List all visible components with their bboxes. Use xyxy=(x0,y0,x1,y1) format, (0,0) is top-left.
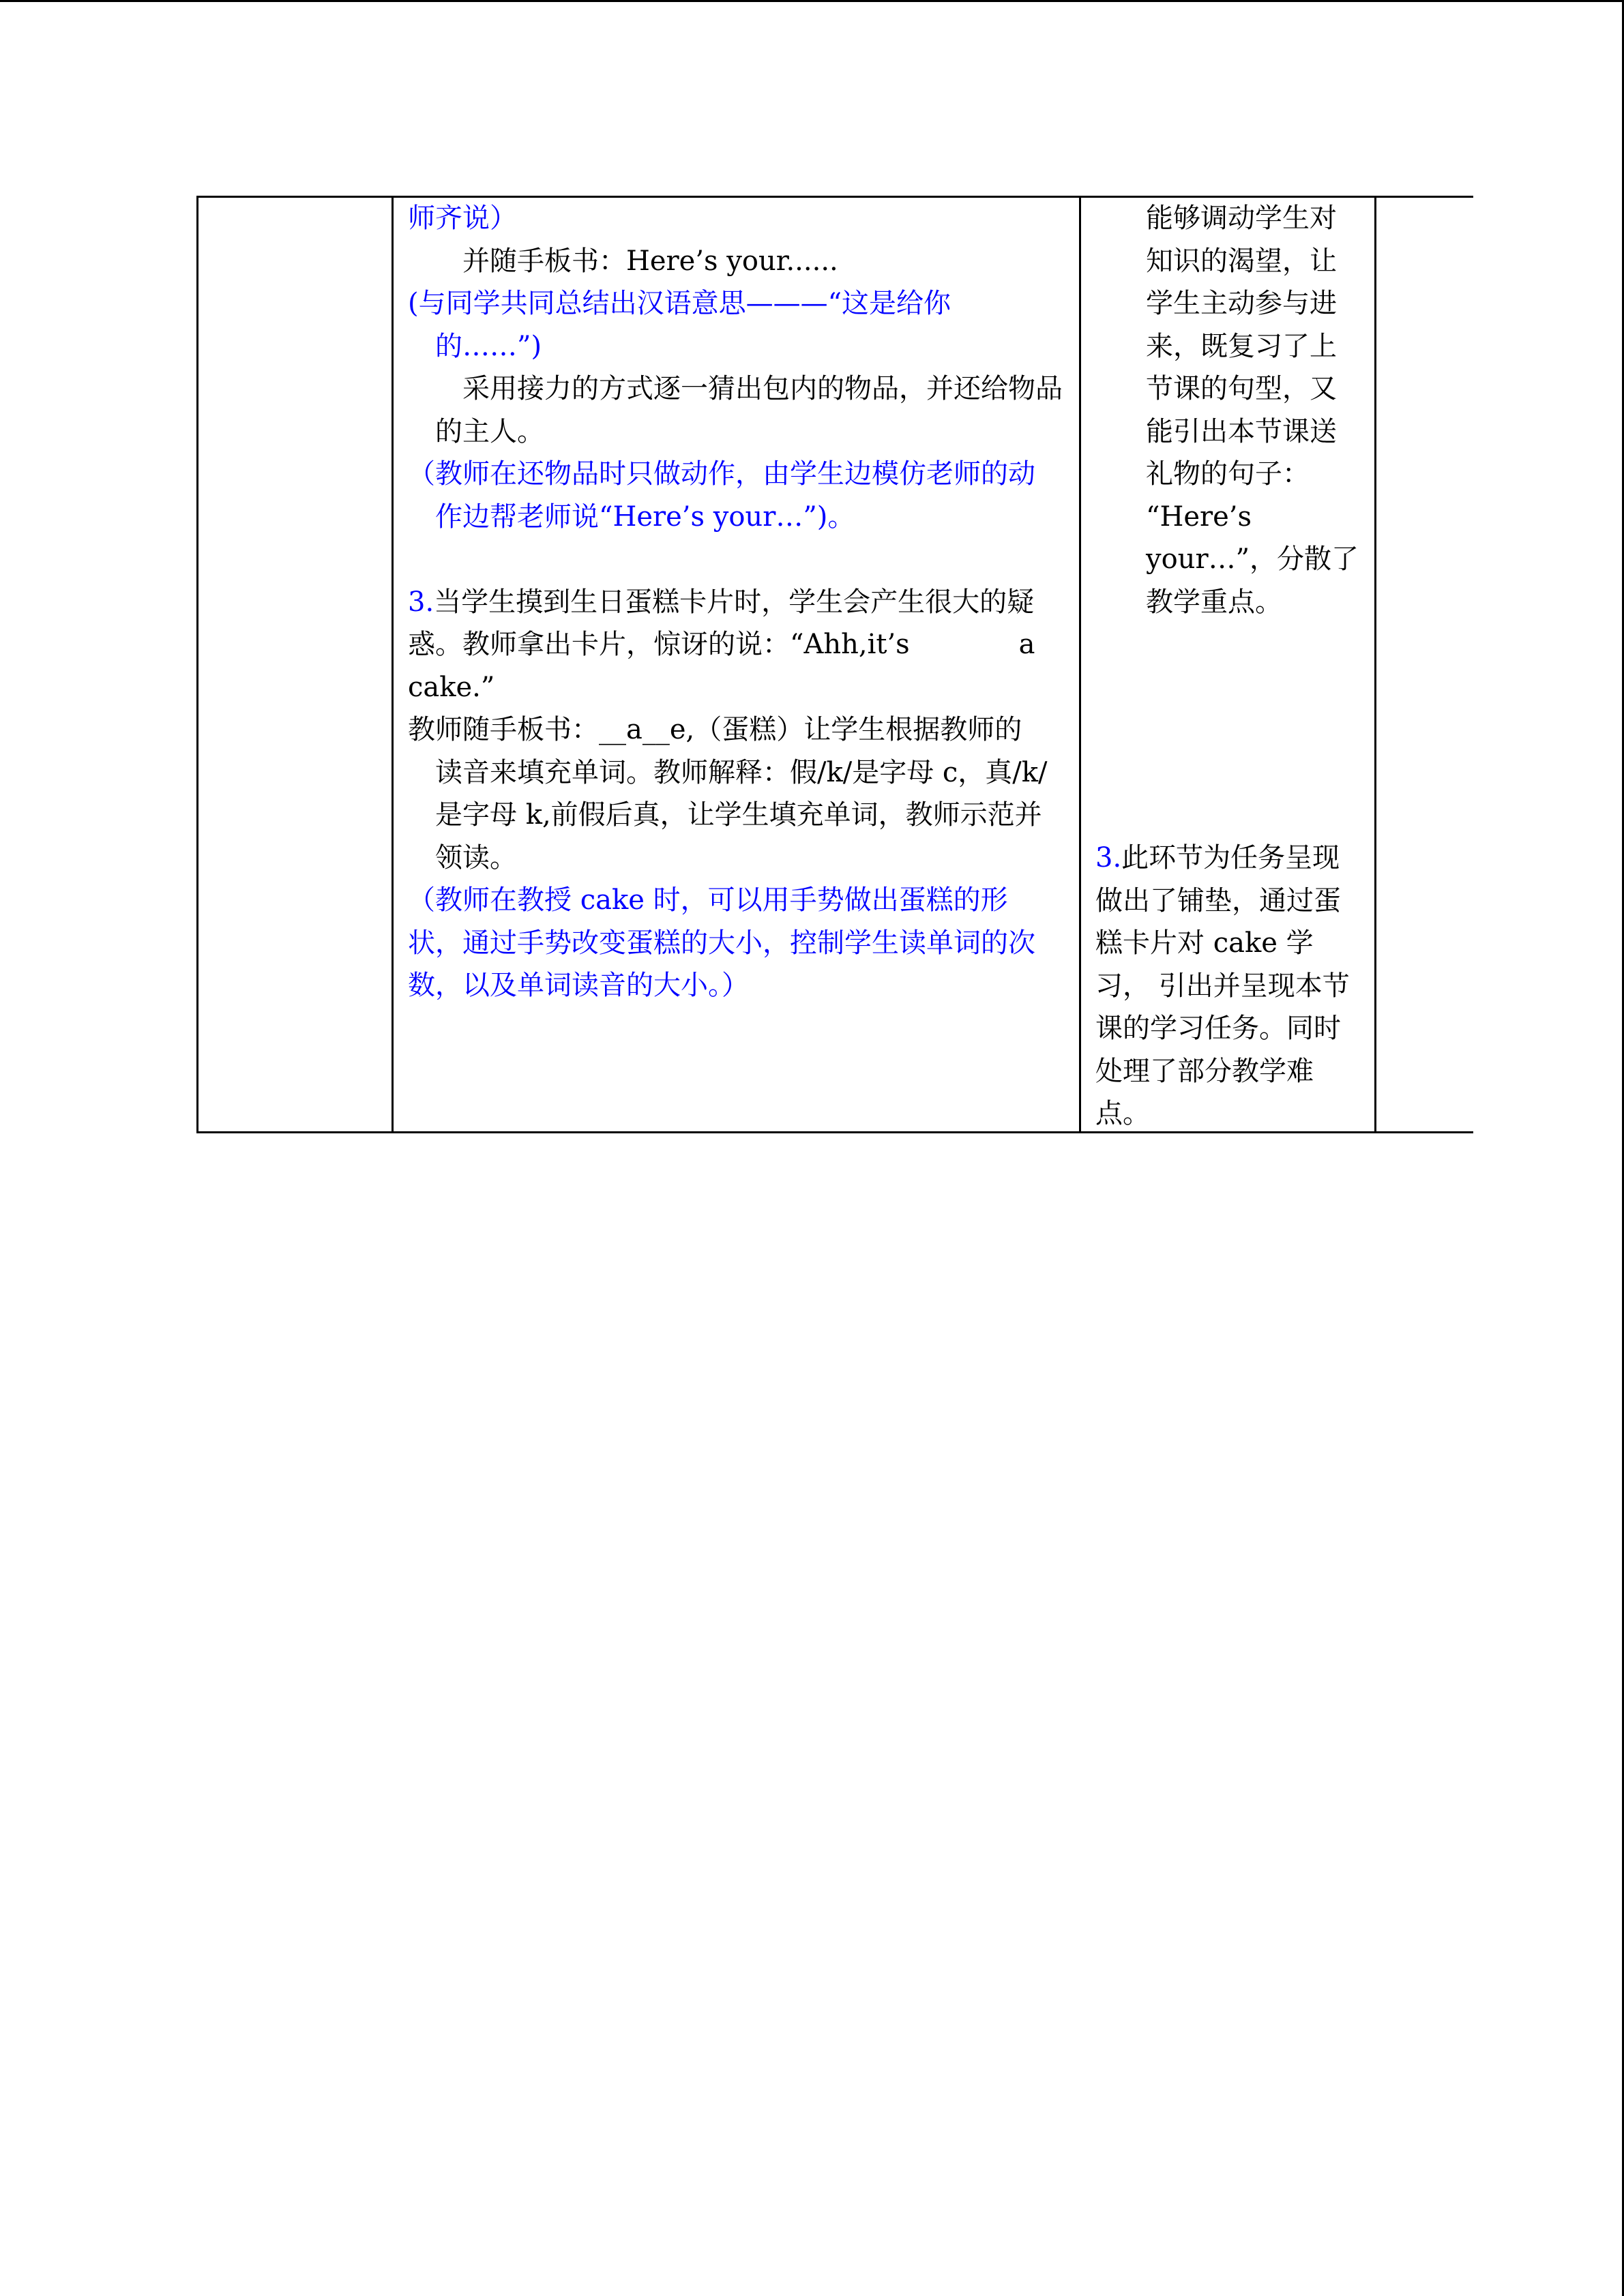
teaching-process-cell xyxy=(408,197,1079,1007)
process-item-number: 3. xyxy=(408,586,434,618)
process-line-text: 当学生摸到生日蛋糕卡片时，学生会产生很大的疑 xyxy=(434,586,1035,618)
process-line xyxy=(408,837,1079,880)
process-line-text: 作边帮老师说“Here’s your…”)。 xyxy=(408,501,855,533)
process-line-text: 的……”) xyxy=(408,330,542,362)
purpose-line: 礼物的句子： xyxy=(1146,458,1310,490)
process-line xyxy=(408,197,1079,240)
purpose-line: 能引出本节课送 xyxy=(1146,415,1337,447)
design-purpose-block-1 xyxy=(1146,197,1371,623)
process-line-text: 教师随手板书：__a__e,（蛋糕）让学生根据教师的 xyxy=(408,714,1022,745)
process-line-text: （教师在教授 cake 时，可以用手势做出蛋糕的形 xyxy=(408,884,1008,916)
process-line-text: 采用接力的方式逐一猜出包内的物品，并还给物品 xyxy=(408,373,1063,404)
process-line xyxy=(408,879,1079,922)
process-line xyxy=(408,496,1079,539)
purpose-line: 课的学习任务。同时 xyxy=(1095,1013,1341,1044)
process-line-text: cake.” xyxy=(408,671,495,703)
purpose-line: 处理了部分教学难 xyxy=(1095,1055,1314,1087)
process-line-text: 的主人。 xyxy=(408,415,544,447)
process-line xyxy=(408,411,1079,453)
process-line-text: （教师在还物品时只做动作，由学生边模仿老师的动 xyxy=(408,458,1035,490)
purpose-line: 点。 xyxy=(1095,1098,1150,1129)
process-line xyxy=(408,325,1079,368)
process-line xyxy=(408,581,1079,624)
process-line xyxy=(408,282,1079,325)
purpose-line: 此环节为任务呈现 xyxy=(1121,842,1340,874)
purpose-line: 习， 引出并呈现本节 xyxy=(1095,970,1350,1002)
purpose-line: 知识的渴望，让 xyxy=(1146,245,1337,277)
purpose-line: your…”，分散了 xyxy=(1146,543,1359,575)
purpose-item-number: 3. xyxy=(1095,842,1122,874)
process-line-text: 惑。教师拿出卡片，惊讶的说：“Ahh,it’s a xyxy=(408,629,1035,660)
process-line-text: 数，以及单词读音的大小。） xyxy=(408,970,749,1001)
design-purpose-block-2 xyxy=(1095,837,1372,1135)
purpose-line: 做出了铺垫，通过蛋 xyxy=(1095,884,1341,916)
page-top-border xyxy=(0,0,1624,2)
process-line-text: 读音来填充单词。教师解释：假/k/是字母 c，真/k/ xyxy=(408,756,1048,788)
process-line-text: 是字母 k,前假后真，让学生填充单词，教师示范并 xyxy=(408,799,1042,831)
process-line xyxy=(408,709,1079,751)
purpose-line: 来，既复习了上 xyxy=(1146,330,1337,362)
column-divider-1 xyxy=(392,196,394,1133)
process-line-text: 状，通过手势改变蛋糕的大小，控制学生读单词的次 xyxy=(408,927,1035,959)
purpose-line: 教学重点。 xyxy=(1146,586,1282,618)
process-line-text: 并随手板书：Here’s your...... xyxy=(408,245,838,277)
process-line xyxy=(408,623,1079,666)
process-line xyxy=(408,922,1079,965)
process-line xyxy=(408,751,1079,794)
process-line xyxy=(408,964,1079,1007)
notes-cell xyxy=(1376,198,1473,1131)
purpose-line: 节课的句型，又 xyxy=(1146,373,1337,404)
process-line-text: 师齐说） xyxy=(408,203,517,234)
purpose-line: 学生主动参与进 xyxy=(1146,288,1337,319)
process-line-text: 领读。 xyxy=(408,841,517,874)
purpose-line: “Here’s xyxy=(1146,501,1252,533)
process-line xyxy=(408,666,1079,709)
purpose-line: 能够调动学生对 xyxy=(1146,203,1337,234)
process-line xyxy=(408,538,1079,581)
purpose-line: 糕卡片对 cake 学 xyxy=(1095,927,1314,959)
process-line-text: (与同学共同总结出汉语意思———“这是给你 xyxy=(408,288,951,319)
process-line xyxy=(408,453,1079,496)
column-divider-2 xyxy=(1079,196,1081,1133)
stage-cell xyxy=(198,198,392,1131)
lesson-plan-table xyxy=(196,196,1473,1133)
process-line xyxy=(408,794,1079,837)
process-line xyxy=(408,240,1079,283)
process-line xyxy=(408,368,1079,411)
